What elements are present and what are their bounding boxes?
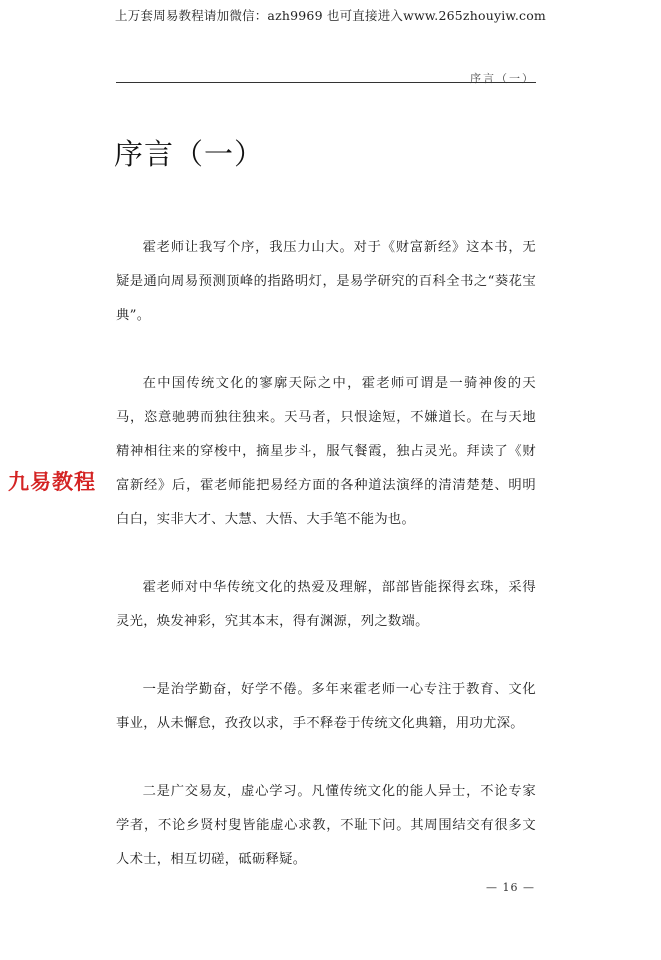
paragraph-2: 在中国传统文化的寥廓天际之中，霍老师可谓是一骑神俊的天马，恣意驰骋而独往独来。天马者，只恨途短，不嫌道长。在与天地精神相往来的穿梭中，摘星步斗，服气餐霞，独占灵光。拜读了《财富新经》后，霍老师能把易经方面的各种道法演绎的清清楚楚、明明白白，实非大才、大慧、大悟、大手笔不能为也。 bbox=[116, 376, 536, 527]
paragraph-4: 一是治学勤奋，好学不倦。多年来霍老师一心专注于教育、文化事业，从未懈怠，孜孜以求，手不释卷于传统文化典籍，用功尤深。 bbox=[116, 682, 536, 731]
body-text bbox=[116, 231, 536, 911]
page-title: 序言（一） bbox=[114, 137, 265, 171]
page-number: — 16 — bbox=[486, 881, 535, 894]
paragraph-3: 霍老师对中华传统文化的热爱及理解，部部皆能探得玄珠，采得灵光，焕发神彩，究其本末，得有渊源，列之数端。 bbox=[116, 580, 536, 629]
running-head: 序言（一） bbox=[470, 72, 535, 85]
watermark: 九易教程 bbox=[8, 470, 96, 494]
header-banner: 上万套周易教程请加微信：azh9969 也可直接进入www.265zhouyiw.com bbox=[115, 8, 546, 23]
header-rule bbox=[116, 82, 536, 83]
paragraph-1: 霍老师让我写个序，我压力山大。对于《财富新经》这本书，无疑是通向周易预测顶峰的指路明灯，是易学研究的百科全书之“葵花宝典”。 bbox=[116, 240, 536, 323]
paragraph-5: 二是广交易友，虚心学习。凡懂传统文化的能人异士，不论专家学者，不论乡贤村叟皆能虚心求教，不耻下问。其周围结交有很多文人术士，相互切磋，砥砺释疑。 bbox=[116, 784, 536, 867]
